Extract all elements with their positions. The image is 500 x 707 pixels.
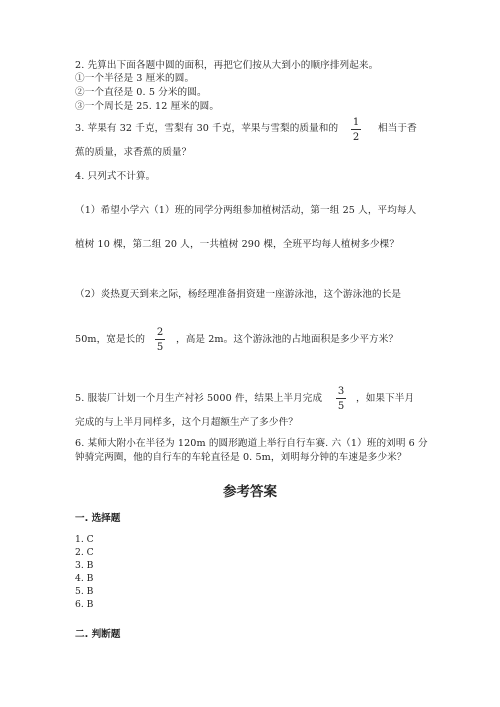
q5-fraction-numerator: 3 [337, 386, 345, 397]
q5-line2: 完成的与上半月同样多，这个月超额生产了多少件？ [75, 417, 298, 428]
q6-line1: 6. 某师大附小在半径为 120m 的圆形跑道上举行自行车赛. 六（1）班的刘明 6 分 [75, 438, 428, 449]
answer-item: 2. C [75, 547, 94, 558]
answer-item: 3. B [75, 560, 94, 571]
q5-line1-b: ，如果下半月 [356, 393, 415, 404]
answers-section-judgement: 二. 判断题 [75, 629, 121, 640]
q4-p2-line2-b: ，高是 2m。这个游泳池的占地面积是多少平方米？ [176, 334, 399, 345]
q2-line3: ②一个直径是 0. 5 分米的圆。 [75, 87, 207, 98]
q3-fraction-bar [351, 129, 361, 130]
q2-line2: ①一个半径是 3 厘米的圆。 [75, 73, 195, 84]
q4-fraction-denominator: 5 [156, 342, 164, 353]
q3-fraction-numerator: 1 [352, 117, 360, 128]
q4-p1-line2: 植树 10 棵，第二组 20 人，一共植树 290 棵，全班平均每人植树多少棵？ [75, 239, 400, 250]
answer-item: 4. B [75, 573, 94, 584]
q2-line4: ③一个周长是 25. 12 厘米的圆。 [75, 101, 220, 112]
answer-item: 5. B [75, 586, 94, 597]
q3-line1-a: 3. 苹果有 32 千克，雪梨有 30 千克，苹果与雪梨的质量和的 [75, 123, 339, 134]
answers-section-choice: 一. 选择题 [75, 513, 121, 524]
q4-p1-line1: （1）希望小学六（1）班的同学分两组参加植树活动，第一组 25 人，平均每人 [75, 205, 417, 216]
q3-line1-b: 相当于香 [378, 123, 417, 134]
q5-fraction-denominator: 5 [337, 401, 345, 412]
answers-title: 参考答案 [223, 484, 277, 500]
answer-item: 1. C [75, 534, 94, 545]
q5-fraction-bar [336, 398, 346, 399]
q4-p2-line1: （2）炎热夏天到来之际，杨经理准备捐资建一座游泳池，这个游泳池的长是 [75, 289, 402, 300]
q4-fraction-numerator: 2 [156, 327, 164, 338]
q3-fraction [351, 117, 361, 143]
q3-line2: 蕉的质量，求香蕉的质量？ [75, 147, 192, 158]
q2-line1: 2. 先算出下面各题中圆的面积，再把它们按从大到小的顺序排列起来。 [75, 60, 379, 71]
q6-line2: 钟骑完两圈，他的自行车的车轮直径是 0. 5m，刘明每分钟的车速是多少米？ [75, 452, 407, 463]
answer-item: 6. B [75, 599, 94, 610]
q4-heading: 4. 只列式不计算。 [75, 171, 156, 182]
q4-p2-line2-a: 50m，宽是长的 [75, 334, 146, 345]
q5-line1-a: 5. 服装厂计划一个月生产衬衫 5000 件，结果上半月完成 [75, 393, 323, 404]
q3-fraction-denominator: 2 [352, 132, 360, 143]
q4-fraction [155, 327, 165, 353]
q5-fraction [336, 386, 346, 412]
q4-fraction-bar [155, 339, 165, 340]
